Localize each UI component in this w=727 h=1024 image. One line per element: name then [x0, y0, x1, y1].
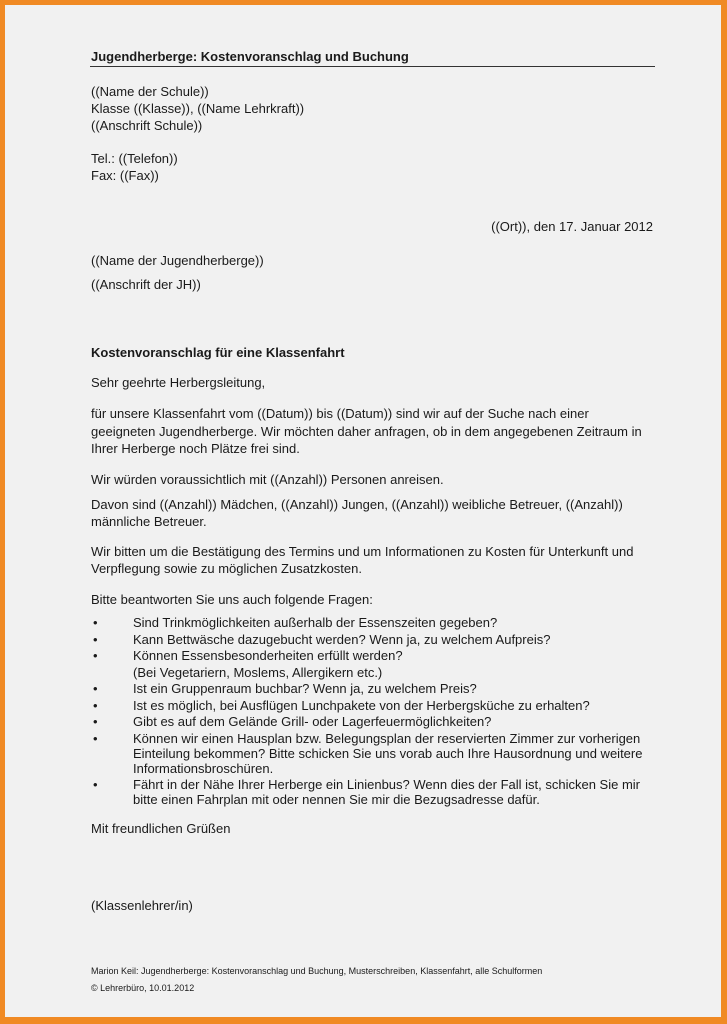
- para1-line: geeigneten Jugendherberge. Wir möchten daher anfragen, ob in dem angegebenen Zeitraum in: [91, 424, 642, 439]
- signature: (Klassenlehrer/in): [91, 898, 193, 913]
- subject: Kostenvoranschlag für eine Klassenfahrt: [91, 345, 345, 360]
- question-item-cont: Informationsbroschüren.: [133, 761, 274, 776]
- sender-address: ((Anschrift Schule)): [91, 118, 203, 133]
- para3-line: Davon sind ((Anzahl)) Mädchen, ((Anzahl)) Jungen, ((Anzahl)) weibliche Betreuer, ((Anzahl)): [91, 497, 623, 512]
- question-item: Können wir einen Hausplan bzw. Belegungsplan der reservierten Zimmer zur vorherigen: [133, 731, 641, 746]
- question-item-cont: Einteilung bekommen? Bitte schicken Sie uns vorab auch Ihre Hausordnung und weitere: [133, 746, 643, 761]
- bullet: •: [93, 698, 98, 713]
- para1-line: Ihrer Herberge noch Plätze frei sind.: [91, 441, 300, 456]
- bullet: •: [93, 681, 98, 696]
- footer-line: Marion Keil: Jugendherberge: Kostenvoranschlag und Buchung, Musterschreiben, Klassenfahrt, alle Schulformen: [91, 966, 543, 976]
- bullet: •: [93, 714, 98, 729]
- para4-line: Verpflegung sowie zu möglichen Zusatzkosten.: [91, 561, 362, 576]
- title-rule: [90, 66, 655, 67]
- sender-class: Klasse ((Klasse)), ((Name Lehrkraft)): [91, 101, 305, 116]
- question-item: Gibt es auf dem Gelände Grill- oder Lagerfeuermöglichkeiten?: [133, 714, 492, 729]
- bullet: •: [93, 648, 98, 663]
- question-item: Kann Bettwäsche dazugebucht werden? Wenn ja, zu welchem Aufpreis?: [133, 632, 551, 647]
- salutation: Sehr geehrte Herbergsleitung,: [91, 375, 266, 390]
- sender-tel: Tel.: ((Telefon)): [91, 151, 178, 166]
- para4-line: Wir bitten um die Bestätigung des Termins und um Informationen zu Kosten für Unterkunft und: [91, 544, 634, 559]
- para3-line: männliche Betreuer.: [91, 514, 207, 529]
- question-item: Ist ein Gruppenraum buchbar? Wenn ja, zu welchem Preis?: [133, 681, 477, 696]
- recipient-address: ((Anschrift der JH)): [91, 277, 201, 292]
- document-title: Jugendherberge: Kostenvoranschlag und Buchung: [91, 49, 409, 64]
- question-item: Sind Trinkmöglichkeiten außerhalb der Essenszeiten gegeben?: [133, 615, 498, 630]
- date-line: ((Ort)), den 17. Januar 2012: [491, 219, 653, 234]
- questions-intro: Bitte beantworten Sie uns auch folgende Fragen:: [91, 592, 373, 607]
- bullet: •: [93, 777, 98, 792]
- question-item-cont: (Bei Vegetariern, Moslems, Allergikern etc.): [133, 665, 383, 680]
- footer-copyright: © Lehrerbüro, 10.01.2012: [91, 983, 195, 993]
- bullet: •: [93, 615, 98, 630]
- bullet: •: [93, 731, 98, 746]
- sender-fax: Fax: ((Fax)): [91, 168, 159, 183]
- para2: Wir würden voraussichtlich mit ((Anzahl)) Personen anreisen.: [91, 472, 444, 487]
- question-item: Können Essensbesonderheiten erfüllt werden?: [133, 648, 403, 663]
- para1-line: für unsere Klassenfahrt vom ((Datum)) bis ((Datum)) sind wir auf der Suche nach einer: [91, 406, 589, 421]
- sender-school: ((Name der Schule)): [91, 84, 209, 99]
- question-item-cont: bitte einen Fahrplan mit oder nennen Sie mir die Bezugsadresse dafür.: [133, 792, 540, 807]
- question-item: Fährt in der Nähe Ihrer Herberge ein Linienbus? Wenn dies der Fall ist, schicken Sie mir: [133, 777, 640, 792]
- bullet: •: [93, 632, 98, 647]
- recipient-name: ((Name der Jugendherberge)): [91, 253, 264, 268]
- closing: Mit freundlichen Grüßen: [91, 821, 231, 836]
- question-item: Ist es möglich, bei Ausflügen Lunchpakete von der Herbergsküche zu erhalten?: [133, 698, 590, 713]
